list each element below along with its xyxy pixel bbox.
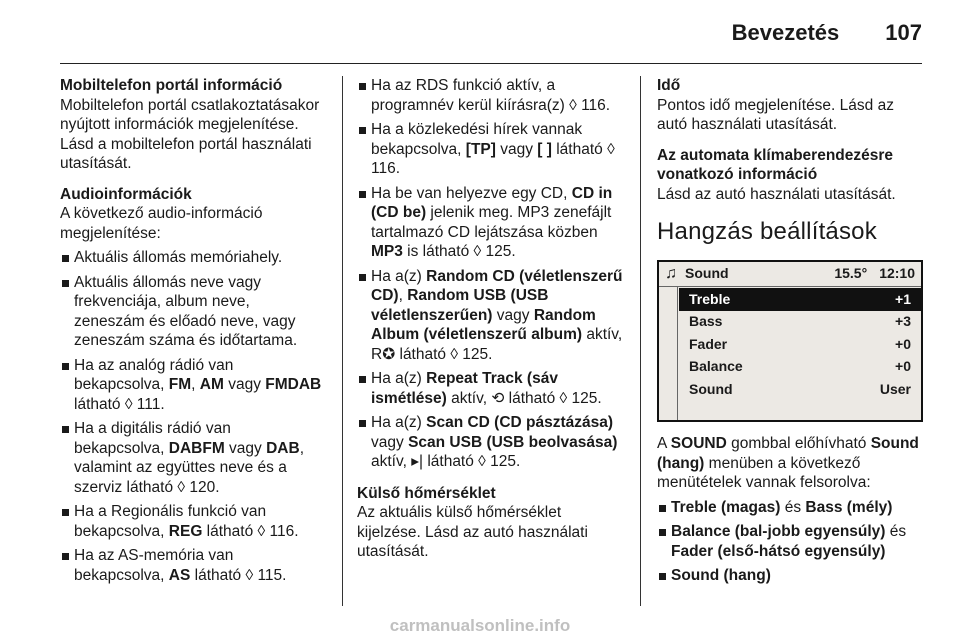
- list-item: Ha az AS-memória van bekapcsolva, AS látható ◊ 115.: [60, 546, 322, 585]
- list-item: Ha a Regionális funkció van bekapcsolva, REG látható ◊ 116.: [60, 502, 322, 541]
- screen-status-bar: [659, 262, 921, 286]
- watermark: carmanualsonline.info: [389, 616, 571, 635]
- list-item: Sound (hang): [657, 566, 923, 586]
- heading-mobile-portal: Mobiltelefon portál információ: [60, 77, 283, 94]
- menu-item-bass[interactable]: Bass +3: [689, 313, 911, 329]
- column-1: [60, 76, 322, 590]
- repeat-icon: ⟲: [491, 389, 505, 407]
- list-item: Ha az RDS funkció aktív, a programnév kerül kiírásra(z) ◊ 116.: [357, 76, 623, 115]
- section-title: Hangzás beállítások: [657, 218, 877, 245]
- scan-icon: ▸|: [411, 453, 424, 470]
- sound-menu-screen: [657, 260, 923, 422]
- screen-time: 12:10: [879, 265, 915, 282]
- list-item: Balance (bal-jobb egyensúly) és Fader (első-hátsó egyensúly): [657, 522, 923, 561]
- paragraph: Az aktuális külső hőmérséklet kijelzése. Lásd az autó használati utasítását.: [357, 504, 588, 560]
- page-header: [732, 20, 922, 46]
- heading-audio-info: Audioinformációk: [60, 185, 192, 203]
- paragraph: A SOUND gombbal előhívható Sound (hang) menüben a következő menütételek vannak felsorolva:: [657, 435, 919, 491]
- list-item: Treble (magas) és Bass (mély): [657, 498, 923, 518]
- page-number: 107: [885, 20, 922, 45]
- menu-item-fader[interactable]: Fader +0: [689, 335, 911, 352]
- screen-title: Sound: [685, 265, 729, 282]
- list-item: Ha a digitális rádió van bekapcsolva, DABFM vagy DAB, valamint az együttes neve és a szerviz látható ◊ 120.: [60, 419, 322, 497]
- screen-temperature: 15.5°: [834, 265, 868, 282]
- list-item: Ha be van helyezve egy CD, CD in (CD be) jelenik meg. MP3 zenefájlt tartalmazó CD lejátszása közben MP3 is látható ◊ 125.: [357, 184, 623, 262]
- column-divider: [342, 76, 343, 606]
- list-item: Ha a közlekedési hírek vannak bekapcsolva, [TP] vagy [ ] látható ◊ 116.: [357, 120, 623, 179]
- screen-divider: [677, 286, 678, 420]
- music-note-icon: ♫: [665, 265, 677, 283]
- list-item: Ha az analóg rádió van bekapcsolva, FM, AM vagy FMDAB látható ◊ 111.: [60, 356, 322, 415]
- menu-item-treble[interactable]: Treble +1: [679, 288, 921, 311]
- random-icon: R✪: [371, 345, 396, 363]
- column-2: [357, 76, 623, 573]
- list-item: Ha a(z) Scan CD (CD pásztázása) vagy Scan USB (USB beolvasása) aktív, ▸| látható ◊ 125.: [357, 413, 623, 472]
- list-item: Ha a(z) Random CD (véletlenszerű CD), Random USB (USB véletlenszerűen) vagy Random Album (véletlenszerű album) aktív, R✪ látható ◊ 125.: [357, 267, 623, 365]
- chapter-title: Bevezetés: [731, 20, 840, 45]
- heading-outside-temp: Külső hőmérséklet: [357, 484, 496, 502]
- list-item: Aktuális állomás memóriahely.: [60, 248, 322, 268]
- paragraph: A következő audio-információ megjelenítése:: [60, 205, 263, 242]
- column-divider: [640, 76, 641, 606]
- heading-climate-info: Az automata klímaberendezésre vonatkozó információ: [657, 146, 894, 183]
- list-item: Aktuális állomás neve vagy frekvenciája, album neve, zeneszám és előadó neve, vagy zeneszám száma és időtartama.: [60, 273, 322, 351]
- menu-item-balance[interactable]: Balance +0: [689, 358, 911, 374]
- paragraph: Pontos idő megjelenítése. Lásd az autó használati utasítását.: [657, 96, 894, 133]
- list-item: Ha a(z) Repeat Track (sáv ismétlése) aktív, ⟲ látható ◊ 125.: [357, 369, 623, 408]
- paragraph: Lásd az autó használati utasítását.: [657, 185, 896, 203]
- sound-menu-list: [679, 288, 921, 401]
- screen-divider: [659, 286, 921, 287]
- menu-item-sound[interactable]: Sound User: [689, 380, 911, 397]
- paragraph: Mobiltelefon portál csatlakoztatásakor nyújtott információk megjelenítése. Lásd a mobiltelefon portál használati utasítását.: [60, 96, 320, 172]
- heading-time: Idő: [657, 77, 681, 94]
- column-3: [657, 76, 923, 591]
- header-rule: [60, 63, 922, 64]
